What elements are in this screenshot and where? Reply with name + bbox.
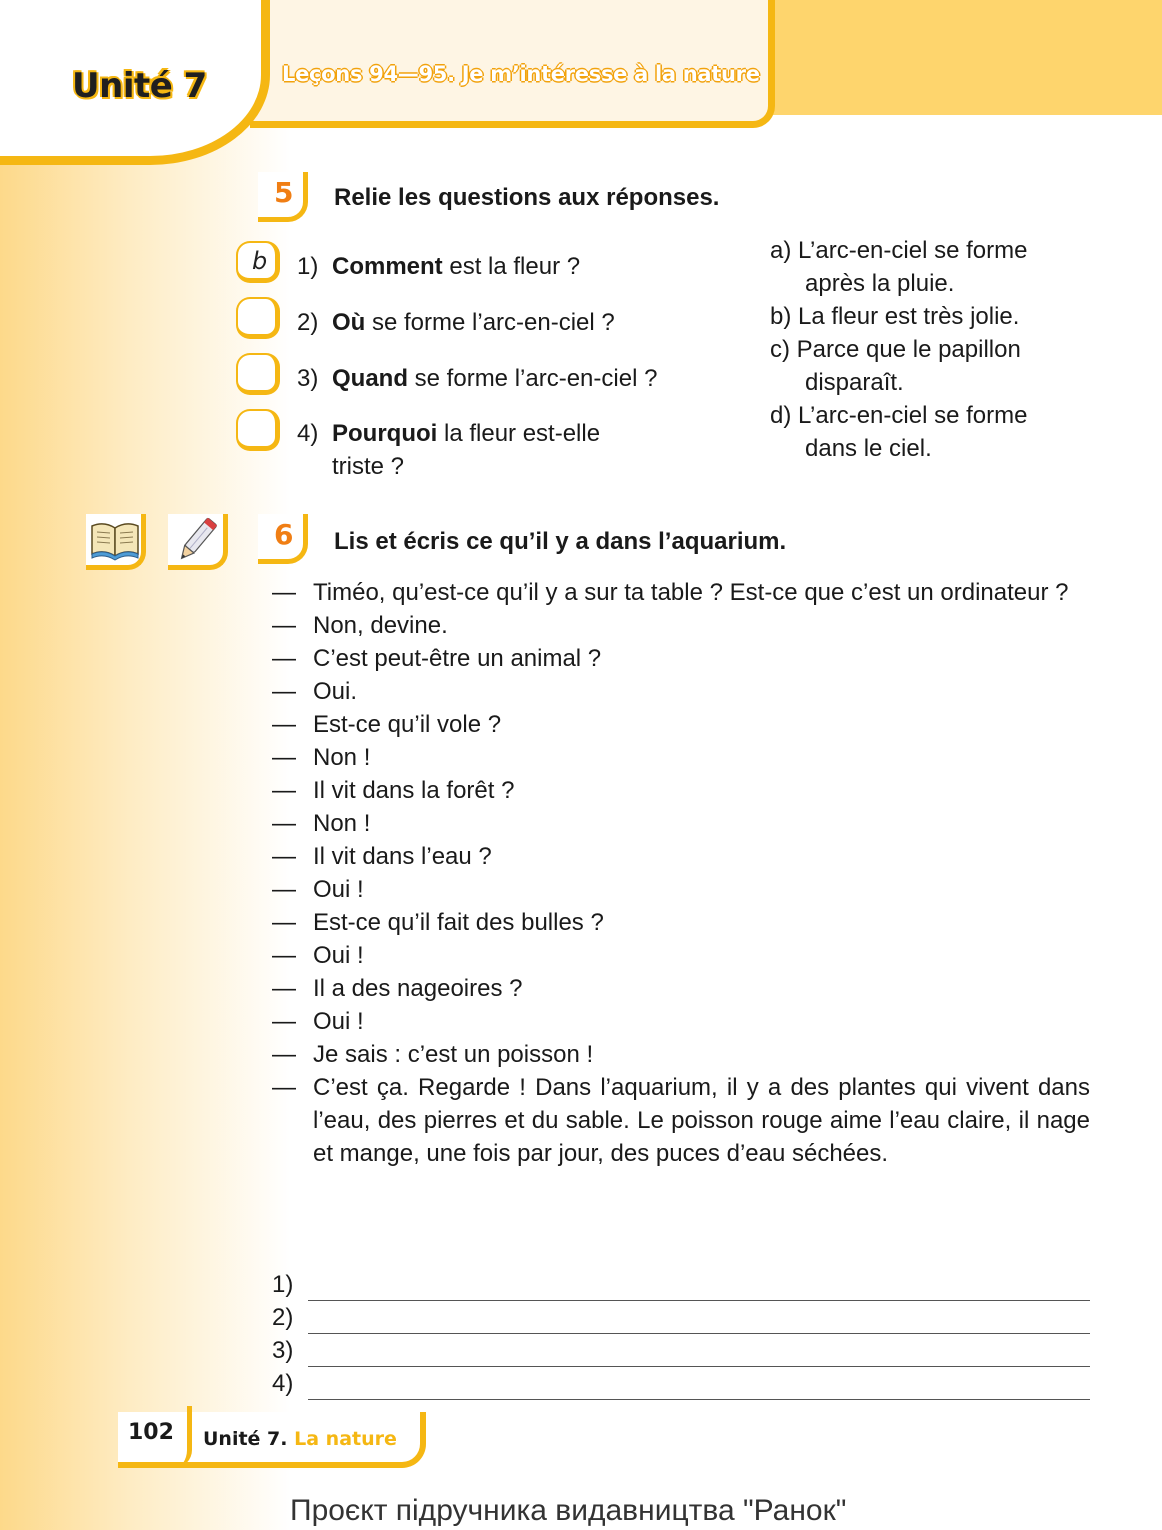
dash: — xyxy=(272,909,296,936)
answer-box-4[interactable] xyxy=(236,409,280,451)
dialogue-text: Non ! xyxy=(313,744,371,771)
write-line[interactable] xyxy=(272,1301,1090,1334)
dash: — xyxy=(272,942,296,969)
book-icon-box xyxy=(86,514,146,570)
line-number: 1) xyxy=(272,1271,294,1298)
dash: — xyxy=(272,975,296,1002)
footer-unit-label xyxy=(203,1428,397,1450)
dash: — xyxy=(272,612,296,639)
write-line-rule[interactable] xyxy=(308,1275,1090,1301)
dash: — xyxy=(272,1041,296,1068)
question-word: Quand xyxy=(332,365,408,392)
answer-box-3[interactable] xyxy=(236,353,280,395)
exercise-6-number: 6 xyxy=(258,514,308,564)
dialogue-line xyxy=(272,741,1090,774)
write-line[interactable] xyxy=(272,1268,1090,1301)
dialogue-line xyxy=(272,1005,1090,1038)
dialogue-line xyxy=(272,774,1090,807)
dialogue-text: C’est ça. Regarde ! Dans l’aquarium, il y a des plantes qui vivent dans l’eau, des pierres et du sable. Le poisson rouge aime l’eau claire, il nage et mange, une fois par jour, des puces d’eau séchées. xyxy=(313,1074,1090,1167)
question-rest: est la fleur ? xyxy=(442,253,581,280)
line-number: 4) xyxy=(272,1370,294,1397)
write-line-rule[interactable] xyxy=(308,1308,1090,1334)
answer-box-1[interactable]: b xyxy=(236,241,280,283)
answer-c-line2: disparaît. xyxy=(805,369,904,396)
dialogue-line xyxy=(272,1038,1090,1071)
dialogue-text: Il vit dans l’eau ? xyxy=(313,843,492,870)
dialogue-line xyxy=(272,609,1090,642)
answer-lines xyxy=(272,1268,1090,1400)
question-word: Où xyxy=(332,309,366,336)
book-icon xyxy=(88,518,142,562)
dash: — xyxy=(272,810,296,837)
footer-unit: Unité 7. xyxy=(203,1428,288,1450)
question-number: 4) xyxy=(297,420,319,447)
write-line-rule[interactable] xyxy=(308,1374,1090,1400)
left-decorative-band xyxy=(0,0,290,1530)
dialogue-text: Est-ce qu’il vole ? xyxy=(313,711,502,738)
answer-d-line2: dans le ciel. xyxy=(805,435,932,462)
question-number: 2) xyxy=(297,309,319,336)
question-2 xyxy=(297,306,615,339)
dash: — xyxy=(272,645,296,672)
question-number: 3) xyxy=(297,365,319,392)
dialogue-text: Timéo, qu’est-ce qu’il y a sur ta table ? Est-ce que c’est un ordinateur ? xyxy=(313,579,1069,606)
dialogue-line xyxy=(272,939,1090,972)
dash: — xyxy=(272,843,296,870)
dash: — xyxy=(272,579,296,606)
dash: — xyxy=(272,1074,296,1101)
page-number: 102 xyxy=(128,1420,174,1445)
question-rest: la fleur est-elle xyxy=(437,420,601,447)
dialogue-line xyxy=(272,576,1090,609)
dialogue-text: C’est peut-être un animal ? xyxy=(313,645,602,672)
exercise-6-instruction: Lis et écris ce qu’il y a dans l’aquarium. xyxy=(334,528,787,555)
write-line[interactable] xyxy=(272,1334,1090,1367)
dialogue-line xyxy=(272,708,1090,741)
question-number: 1) xyxy=(297,253,319,280)
dialogue-text: Oui ! xyxy=(313,1008,364,1035)
write-line-rule[interactable] xyxy=(308,1341,1090,1367)
dash: — xyxy=(272,1008,296,1035)
pencil-icon xyxy=(172,514,222,566)
answer-list xyxy=(770,234,1090,465)
pencil-icon-box xyxy=(168,514,228,570)
exercise-5-number: 5 xyxy=(258,172,308,222)
dialogue-line xyxy=(272,873,1090,906)
watermark: Проєкт підручника видавництва "Ранок" xyxy=(290,1494,847,1527)
dash: — xyxy=(272,678,296,705)
exercise-5-instruction: Relie les questions aux réponses. xyxy=(334,184,720,211)
answer-box-2[interactable] xyxy=(236,297,280,339)
dash: — xyxy=(272,744,296,771)
dialogue-line xyxy=(272,675,1090,708)
answer-a-line1: a) L’arc-en-ciel se forme xyxy=(770,237,1028,264)
lesson-title: Leçons 94—95. Je m’intéresse à la nature xyxy=(282,62,760,86)
answer-a-line2: après la pluie. xyxy=(805,270,955,297)
dash: — xyxy=(272,876,296,903)
dialogue-text: Je sais : c’est un poisson ! xyxy=(313,1041,594,1068)
question-rest: se forme l’arc-en-ciel ? xyxy=(365,309,615,336)
question-3 xyxy=(297,362,657,395)
dialogue-text: Non ! xyxy=(313,810,371,837)
question-1 xyxy=(297,250,580,283)
dialogue-line xyxy=(272,840,1090,873)
line-number: 3) xyxy=(272,1337,294,1364)
dialogue-line xyxy=(272,1071,1090,1170)
question-rest: se forme l’arc-en-ciel ? xyxy=(408,365,658,392)
dialogue-line xyxy=(272,642,1090,675)
answer-c-line1: c) Parce que le papillon xyxy=(770,336,1021,363)
dialogue-text: Oui ! xyxy=(313,942,364,969)
write-line[interactable] xyxy=(272,1367,1090,1400)
dash: — xyxy=(272,777,296,804)
dialogue-line xyxy=(272,972,1090,1005)
dialogue-line xyxy=(272,906,1090,939)
dialogue-text: Il a des nageoires ? xyxy=(313,975,523,1002)
dialogue-text: Oui. xyxy=(313,678,358,705)
dash: — xyxy=(272,711,296,738)
dialogue-line xyxy=(272,807,1090,840)
line-number: 2) xyxy=(272,1304,294,1331)
dialogue-text: Il vit dans la forêt ? xyxy=(313,777,515,804)
dialogue-text: Oui ! xyxy=(313,876,364,903)
dialogue-text: Non, devine. xyxy=(313,612,448,639)
unit-title: Unité 7 xyxy=(72,66,207,106)
question-4 xyxy=(297,417,600,483)
answer-d-line1: d) L’arc-en-ciel se forme xyxy=(770,402,1028,429)
dialogue-text: Est-ce qu’il fait des bulles ? xyxy=(313,909,604,936)
dialogue xyxy=(272,576,1090,1170)
question-word: Comment xyxy=(332,253,443,280)
answer-b-line1: b) La fleur est très jolie. xyxy=(770,303,1020,330)
footer-unit-name: La nature xyxy=(294,1428,397,1450)
question-continuation: triste ? xyxy=(332,453,405,480)
question-word: Pourquoi xyxy=(332,420,438,447)
